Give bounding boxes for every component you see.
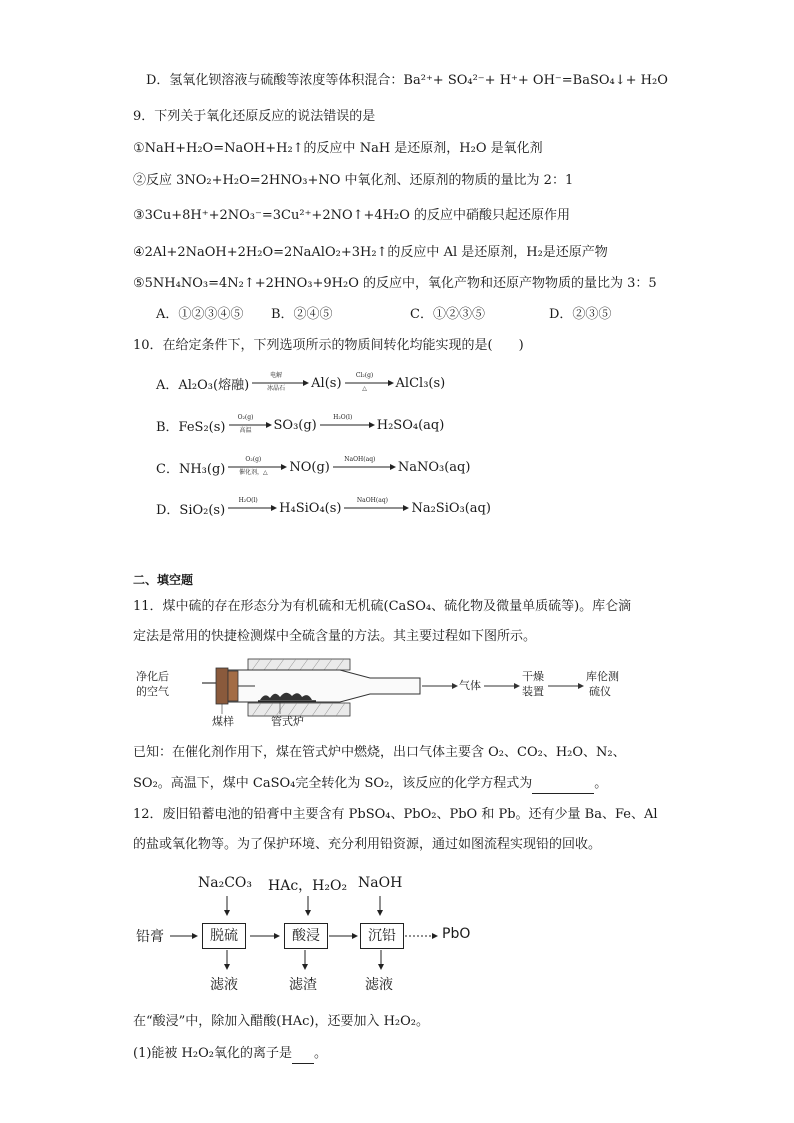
q10-d-mid: H₄SiO₄(s) bbox=[279, 500, 342, 516]
q10-option-a[interactable] bbox=[156, 372, 445, 394]
q10-a-mid: Al(s) bbox=[311, 375, 342, 391]
q11-known-2-end: 。 bbox=[594, 776, 608, 791]
coal-sample-label: 煤样 bbox=[212, 715, 234, 728]
drying-device-label-line-1: 干燥 bbox=[522, 670, 544, 683]
q10-b-arrow-2 bbox=[319, 414, 375, 436]
q12-sub-1 bbox=[133, 1045, 327, 1064]
q11-line-2: 定法是常用的快捷检测煤中全硫含量的方法。其主要过程如下图所示。 bbox=[133, 629, 537, 644]
q10-b-arrow-1-above: O₂(g) bbox=[237, 414, 254, 421]
q10-d-product: Na₂SiO₃(aq) bbox=[411, 500, 491, 516]
q11-known-2 bbox=[133, 775, 607, 794]
q10-a-arrow-1-below: 冰晶石 bbox=[267, 385, 286, 392]
q9-option-a[interactable]: A．①②③④⑤ bbox=[156, 307, 244, 322]
q10-c-arrow-1-below: 催化剂，△ bbox=[239, 469, 268, 476]
tube-furnace-label: 管式炉 bbox=[271, 715, 304, 728]
reagent-naoh: NaOH bbox=[358, 875, 403, 891]
q9-item-3: ③3Cu+8H⁺+2NO₃⁻=3Cu²⁺+2NO↑+4H₂O 的反应中硝酸只起还原作用 bbox=[133, 208, 571, 223]
reagent-hac-h2o2: HAc，H₂O₂ bbox=[268, 878, 348, 894]
q10-b-mid: SO₃(g) bbox=[273, 417, 317, 433]
q9-option-b[interactable]: B．②④⑤ bbox=[271, 307, 333, 322]
q10-b-arrow-1-below: 高温 bbox=[239, 427, 252, 434]
inlet-label-line-2: 的空气 bbox=[136, 685, 169, 698]
output-filtrate-1: 滤液 bbox=[210, 977, 238, 993]
q10-c-arrow-1 bbox=[227, 456, 287, 478]
q12-note: 在“酸浸”中，除加入醋酸(HAc)，还要加入 H₂O₂。 bbox=[133, 1014, 429, 1029]
q9-item-1: ①NaH+H₂O=NaOH+H₂↑的反应中 NaH 是还原剂，H₂O 是氧化剂 bbox=[133, 141, 543, 156]
feed-lead-paste: 铅膏 bbox=[136, 929, 164, 945]
q12-flowchart bbox=[130, 870, 490, 1000]
output-filter-residue: 滤渣 bbox=[289, 977, 317, 993]
q10-c-arrow-2 bbox=[332, 456, 396, 478]
q10-option-b[interactable] bbox=[156, 414, 444, 436]
q12-sub-1-text: (1)能被 H₂O₂氧化的离子是 bbox=[133, 1046, 292, 1061]
output-filtrate-2: 滤液 bbox=[365, 977, 393, 993]
q9-stem: 9．下列关于氧化还原反应的说法错误的是 bbox=[133, 109, 376, 124]
q12-sub-1-end: 。 bbox=[313, 1046, 327, 1061]
q10-d-arrow-1-above: H₂O(l) bbox=[238, 497, 258, 504]
q10-b-product: H₂SO₄(aq) bbox=[376, 417, 445, 433]
coulometer-label-line-1: 库伦测 bbox=[586, 670, 619, 683]
q10-d-arrow-2 bbox=[343, 497, 409, 519]
q10-a-arrow-1-above: 电解 bbox=[270, 372, 283, 379]
q10-c-arrow-1-above: O₂(g) bbox=[245, 456, 262, 463]
q12-line-1: 12．废旧铅蓄电池的铅膏中主要含有 PbSO₄、PbO₂、PbO 和 Pb。还有少量 Ba、Fe、Al bbox=[133, 807, 658, 822]
q10-d-reactant: D．SiO₂(s) bbox=[156, 502, 226, 518]
q10-a-arrow-1 bbox=[251, 372, 309, 394]
q9-item-4: ④2Al+2NaOH+2H₂O=2NaAlO₂+3H₂↑的反应中 Al 是还原剂，H₂是还原产物 bbox=[133, 245, 608, 260]
q11-line-1: 11．煤中硫的存在形态分为有机硫和无机硫(CaSO₄、硫化物及微量单质硫等)。库仑滴 bbox=[133, 599, 632, 614]
q11-apparatus-diagram bbox=[130, 652, 670, 732]
step-acid-leach-box: 酸浸 bbox=[284, 923, 328, 949]
q10-c-reactant: C．NH₃(g) bbox=[156, 461, 226, 477]
q10-d-arrow-1 bbox=[227, 497, 277, 519]
q10-a-arrow-2-below: △ bbox=[362, 385, 367, 392]
q10-b-arrow-2-above: H₂O(l) bbox=[333, 414, 353, 421]
q10-d-arrow-2-above: NaOH(aq) bbox=[356, 497, 388, 504]
q9-option-c[interactable]: C．①②③⑤ bbox=[410, 307, 485, 322]
q10-stem: 10．在给定条件下，下列选项所示的物质间转化均能实现的是( ) bbox=[133, 338, 524, 353]
q10-c-mid: NO(g) bbox=[289, 459, 330, 475]
coulometer-label-line-2: 硫仪 bbox=[589, 685, 611, 698]
q11-known-2-text: SO₂。高温下，煤中 CaSO₄完全转化为 SO₂，该反应的化学方程式为 bbox=[133, 776, 533, 791]
q10-option-c[interactable] bbox=[156, 456, 470, 478]
step-desulfurization-box: 脱硫 bbox=[202, 923, 246, 949]
section-title-fill-in: 二、填空题 bbox=[133, 573, 194, 587]
q10-a-arrow-2-above: Cl₂(g) bbox=[355, 372, 374, 379]
reagent-na2co3: Na₂CO₃ bbox=[198, 875, 253, 891]
q10-option-d[interactable] bbox=[156, 497, 491, 519]
gas-label: 气体 bbox=[459, 679, 481, 692]
q10-b-arrow-1 bbox=[228, 414, 272, 436]
q9-option-d[interactable]: D．②③⑤ bbox=[549, 307, 612, 322]
q10-c-product: NaNO₃(aq) bbox=[397, 459, 471, 475]
q9-item-2: ②反应 3NO₂+H₂O=2HNO₃+NO 中氧化剂、还原剂的物质的量比为 2：1 bbox=[133, 173, 574, 188]
q10-a-product: AlCl₃(s) bbox=[395, 375, 446, 391]
inlet-label-line-1: 净化后 bbox=[136, 670, 169, 683]
q11-answer-blank[interactable] bbox=[532, 775, 594, 794]
step-lead-precipitation-box: 沉铅 bbox=[360, 923, 404, 949]
q9-item-5: ⑤5NH₄NO₃=4N₂↑+2HNO₃+9H₂O 的反应中，氧化产物和还原产物物质的量比为 3：5 bbox=[133, 276, 657, 291]
q10-a-arrow-2 bbox=[344, 372, 394, 394]
q10-c-arrow-2-above: NaOH(aq) bbox=[344, 456, 376, 463]
q10-b-reactant: B．FeS₂(s) bbox=[156, 419, 226, 435]
q11-known-1: 已知：在催化剂作用下，煤在管式炉中燃烧，出口气体主要含 O₂、CO₂、H₂O、N₂、 bbox=[133, 745, 626, 760]
q8-option-d: D．氢氧化钡溶液与硫酸等浓度等体积混合：Ba²⁺+ SO₄²⁻+ H⁺+ OH⁻=BaSO₄↓+ H₂O bbox=[146, 73, 668, 88]
drying-device-label-line-2: 装置 bbox=[522, 685, 544, 698]
q10-a-reactant: A．Al₂O₃(熔融) bbox=[156, 377, 250, 393]
product-pbo: PbO bbox=[442, 926, 471, 942]
q12-sub-1-blank[interactable] bbox=[292, 1045, 314, 1064]
q12-line-2: 的盐或氧化物等。为了保护环境、充分利用铅资源，通过如图流程实现铅的回收。 bbox=[133, 837, 602, 852]
